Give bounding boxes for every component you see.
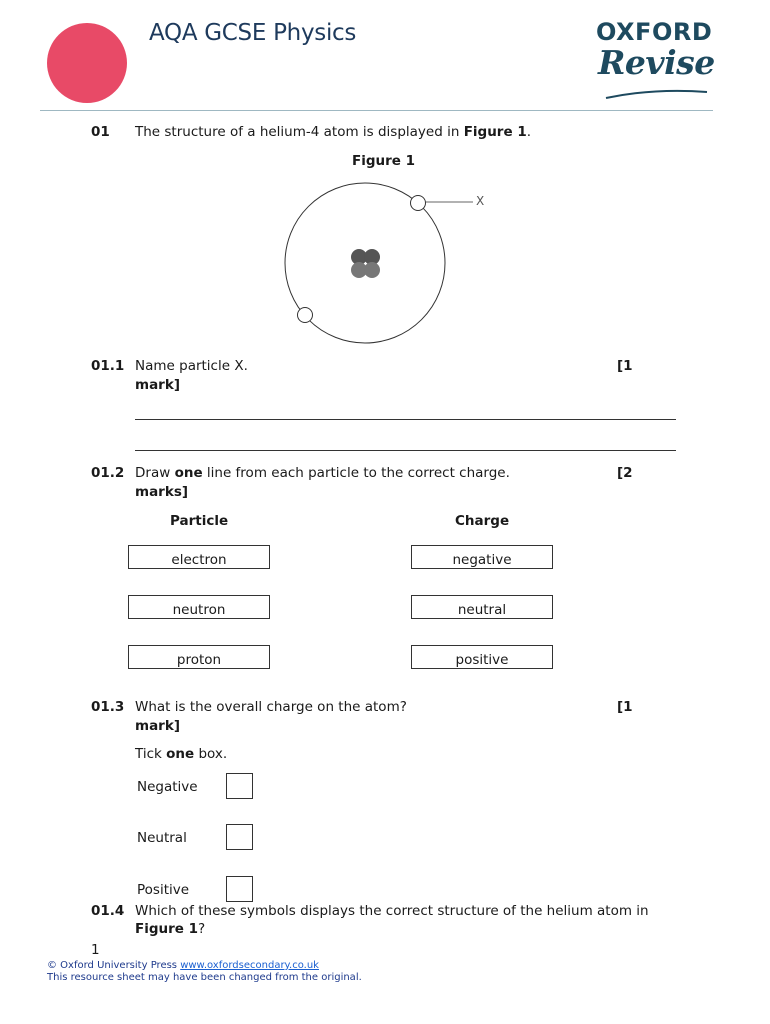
option-label-positive: Positive [137, 882, 190, 898]
footer-note: This resource sheet may have been changed from the original. [47, 972, 362, 983]
figure-title: Figure 1 [352, 153, 416, 169]
question-text: Name particle X. [135, 358, 248, 374]
particle-box-proton[interactable]: proton [128, 645, 270, 669]
charge-header: Charge [455, 513, 510, 529]
helium-atom-figure [280, 178, 490, 348]
tick-box-positive[interactable] [226, 876, 253, 902]
marks: [2 [617, 465, 633, 481]
tick-instruction: Tick one box. [135, 746, 228, 762]
logo-oxford-text: OXFORD [596, 18, 713, 46]
particle-box-electron[interactable]: electron [128, 545, 270, 569]
charge-box-negative[interactable]: negative [411, 545, 553, 569]
marks: marks] [135, 484, 189, 500]
oxford-revise-logo [596, 18, 714, 80]
question-number: 01.2 [91, 465, 125, 481]
question-number: 01.3 [91, 699, 125, 715]
marks: [1 [617, 699, 633, 715]
charge-box-positive[interactable]: positive [411, 645, 553, 669]
footer-link[interactable]: www.oxfordsecondary.co.uk [180, 960, 319, 971]
particle-box-neutron[interactable]: neutron [128, 595, 270, 619]
logo-revise-text: Revise [598, 43, 715, 82]
logo-swoosh [604, 88, 709, 102]
tick-box-negative[interactable] [226, 773, 253, 799]
page-number: 1 [91, 942, 100, 958]
marks: [1 [617, 358, 633, 374]
marks: mark] [135, 718, 180, 734]
marks: mark] [135, 377, 180, 393]
question-text: The structure of a helium-4 atom is displayed in Figure 1. [135, 124, 532, 140]
option-label-negative: Negative [137, 779, 198, 795]
footer-copyright: © Oxford University Press www.oxfordsecondary.co.uk [47, 960, 319, 971]
question-number: 01 [91, 124, 110, 140]
answer-line[interactable] [135, 419, 676, 420]
option-label-neutral: Neutral [137, 830, 187, 846]
question-text: What is the overall charge on the atom? [135, 699, 407, 715]
figure-label-x: X [476, 194, 485, 208]
header-divider [40, 110, 713, 111]
question-number: 01.1 [91, 358, 125, 374]
particle-header: Particle [170, 513, 229, 529]
question-text-cont: Figure 1? [135, 921, 206, 937]
charge-box-neutral[interactable]: neutral [411, 595, 553, 619]
question-number: 01.4 [91, 903, 125, 919]
question-text: Draw one line from each particle to the correct charge. [135, 465, 510, 481]
question-text: Which of these symbols displays the correct structure of the helium atom in [135, 903, 649, 919]
page-title: AQA GCSE Physics [149, 20, 357, 46]
tick-box-neutral[interactable] [226, 824, 253, 850]
brand-circle [47, 23, 127, 103]
answer-line[interactable] [135, 450, 676, 451]
